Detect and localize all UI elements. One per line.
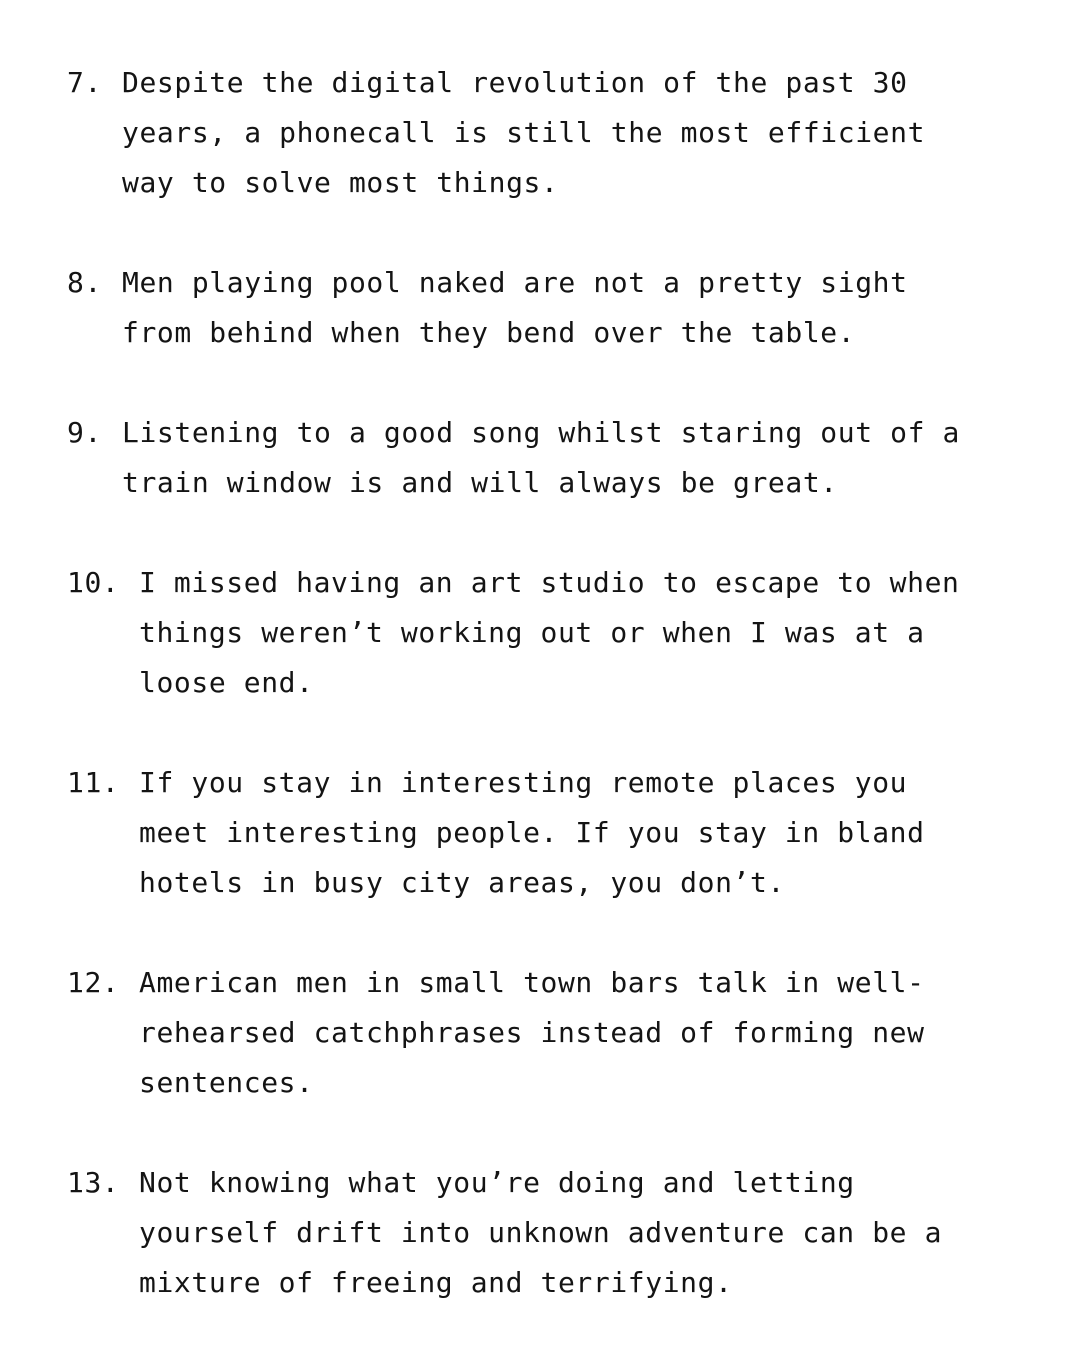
- list-item: [67, 758, 1027, 908]
- item-text-line: I missed having an art studio to escape to when: [139, 566, 960, 599]
- item-number: 13.: [67, 1166, 120, 1199]
- item-text-line: Despite the digital revolution of the past 30: [122, 66, 908, 99]
- item-text-line: way to solve most things.: [122, 166, 559, 199]
- item-text: [139, 558, 1027, 708]
- item-text-line: rehearsed catchphrases instead of forming new: [139, 1016, 925, 1049]
- item-text-line: yourself drift into unknown adventure can be a: [139, 1216, 943, 1249]
- item-text-line: American men in small town bars talk in well-: [139, 966, 925, 999]
- item-number: 10.: [67, 566, 120, 599]
- list-item: [67, 58, 1027, 208]
- item-text: [139, 1158, 1027, 1308]
- item-number: 7.: [67, 66, 102, 99]
- item-text-line: sentences.: [139, 1066, 314, 1099]
- item-text-line: Men playing pool naked are not a pretty sight: [122, 266, 908, 299]
- item-text: [122, 258, 1027, 358]
- item-text-line: mixture of freeing and terrifying.: [139, 1266, 733, 1299]
- item-text-line: meet interesting people. If you stay in bland: [139, 816, 925, 849]
- list-item: [67, 558, 1027, 708]
- item-number: 11.: [67, 766, 120, 799]
- item-text-line: If you stay in interesting remote places you: [139, 766, 908, 799]
- item-text: [122, 58, 1027, 208]
- item-text-line: loose end.: [139, 666, 314, 699]
- list-item: [67, 408, 1027, 508]
- item-text-line: Listening to a good song whilst staring out of a: [122, 416, 960, 449]
- item-number: 8.: [67, 266, 102, 299]
- item-text: [139, 958, 1027, 1108]
- numbered-list: [67, 58, 1027, 1358]
- item-text-line: things weren’t working out or when I was at a: [139, 616, 925, 649]
- list-item: [67, 258, 1027, 358]
- item-text-line: from behind when they bend over the table.: [122, 316, 856, 349]
- list-item: [67, 958, 1027, 1108]
- item-text: [122, 408, 1027, 508]
- item-number: 12.: [67, 966, 120, 999]
- item-text: [139, 758, 1027, 908]
- item-text-line: years, a phonecall is still the most efficient: [122, 116, 926, 149]
- item-text-line: train window is and will always be great.: [122, 466, 838, 499]
- item-text-line: hotels in busy city areas, you don’t.: [139, 866, 785, 899]
- item-number: 9.: [67, 416, 102, 449]
- list-item: [67, 1158, 1027, 1308]
- item-text-line: Not knowing what you’re doing and letting: [139, 1166, 855, 1199]
